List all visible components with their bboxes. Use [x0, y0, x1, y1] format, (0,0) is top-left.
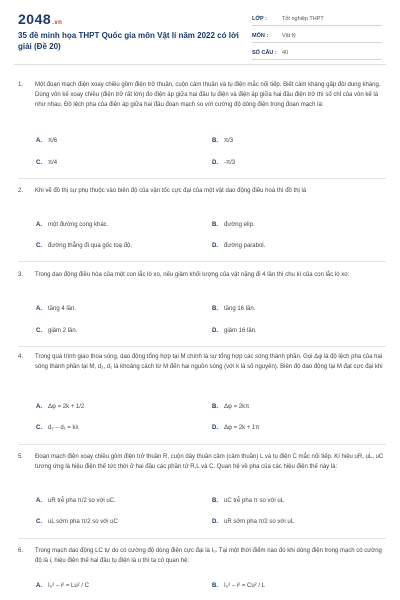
- meta-value: 40: [282, 50, 289, 56]
- question-divider: [18, 346, 386, 347]
- question-1: [18, 80, 386, 110]
- option-d[interactable]: [212, 243, 265, 249]
- option-d[interactable]: [212, 519, 294, 525]
- option-text: π/6: [48, 138, 58, 144]
- meta-key: LỚP :: [252, 16, 267, 22]
- option-a[interactable]: [36, 222, 108, 228]
- meta-row-count: [252, 48, 382, 60]
- option-label: B.: [212, 498, 218, 504]
- option-a[interactable]: [36, 306, 76, 312]
- option-text: d₂ – d₁ = kλ: [48, 425, 79, 431]
- option-text: đường parabol.: [224, 243, 266, 249]
- option-label: D.: [212, 519, 218, 525]
- option-text: -π/3: [224, 160, 236, 166]
- option-c[interactable]: [36, 519, 118, 525]
- question-text: Trong dao động điều hòa của một con lắc lò xo, nếu giảm khối lượng của vật nặng đi 4 lần thì chu kì của con lắc lò xo:: [35, 272, 350, 278]
- option-label: C.: [36, 243, 42, 249]
- option-label: A.: [36, 583, 42, 589]
- option-text: đường thẳng đi qua gốc toạ độ.: [48, 243, 133, 249]
- question-divider: [18, 444, 386, 445]
- question-number: 2.: [18, 188, 24, 194]
- meta-row-subject: [252, 31, 382, 43]
- option-label: D.: [212, 328, 218, 334]
- meta-value: Tốt nghiệp THPT: [282, 16, 324, 22]
- meta-key: SỐ CÂU :: [252, 50, 277, 56]
- option-b[interactable]: [212, 583, 265, 589]
- option-text: π/3: [224, 138, 234, 144]
- meta-key: MÔN :: [252, 33, 269, 39]
- meta-row-class: [252, 14, 382, 26]
- option-label: A.: [36, 138, 42, 144]
- meta-value: Vật lý: [282, 33, 296, 39]
- option-text: một đường cong khác.: [48, 222, 109, 228]
- option-text: giảm 2 lần.: [48, 328, 78, 334]
- option-b[interactable]: [212, 138, 233, 144]
- question-3: [18, 270, 386, 280]
- option-label: D.: [212, 243, 218, 249]
- option-c[interactable]: [36, 425, 79, 431]
- option-d[interactable]: [212, 328, 257, 334]
- option-b[interactable]: [212, 306, 255, 312]
- option-label: B.: [212, 222, 218, 228]
- option-label: D.: [212, 425, 218, 431]
- option-text: uR trễ pha π/2 so với uC.: [48, 498, 116, 504]
- option-label: A.: [36, 222, 42, 228]
- option-label: A.: [36, 498, 42, 504]
- option-text: giảm 16 lần.: [224, 328, 257, 334]
- question-6: [18, 546, 386, 566]
- option-text: đường elip.: [224, 222, 255, 228]
- question-divider: [18, 261, 386, 262]
- option-text: Δφ = 2k + 1π: [224, 425, 260, 431]
- option-a[interactable]: [36, 498, 116, 504]
- option-label: C.: [36, 328, 42, 334]
- option-text: I₀² – i² = Cu² / L: [224, 583, 266, 589]
- option-d[interactable]: [212, 160, 235, 166]
- option-a[interactable]: [36, 404, 84, 410]
- option-c[interactable]: [36, 243, 132, 249]
- option-label: D.: [212, 160, 218, 166]
- option-text: Δφ = 2kπ: [224, 404, 250, 410]
- question-text: Trong quá trình giao thoa sóng, dao động tổng hợp tại M chính là sự tổng hợp các sóng thành phần. Gọi Δφ là độ lệch pha của hai sóng thành phần tại M, d₂, d₁ là khoảng cách từ M đến hai nguồn sóng (với k là số nguyên). Biên độ dao động tại M đạt cực đại khi: [35, 354, 383, 370]
- logo-text: 2048: [18, 11, 52, 27]
- question-text: Trong mạch dao động LC tự do có cường độ dòng điện cực đại là I₀. Tại một thời điểm nào đó khi dòng điện trong mạch có cường độ là i, hiệu điện thế hai đầu tụ điện là u thì ta có quan hệ:: [35, 548, 382, 564]
- option-c[interactable]: [36, 328, 77, 334]
- option-b[interactable]: [212, 404, 249, 410]
- question-number: 3.: [18, 272, 24, 278]
- header-divider: [14, 64, 386, 65]
- question-text: Một đoạn mạch điện xoay chiều gồm điện trở thuần, cuộn cảm thuần và tụ điện mắc nối tiếp. Biết cảm kháng gấp đôi dung kháng. Dùng vôn kế xoay chiều (điện trở rất lớn) đo điện áp giữa hai đầu tụ điện và điện áp giữa hai đầu điện trở thì số chỉ của vôn kế là như nhau. Độ lệch pha của điện áp giữa hai đầu đoạn mạch so với cường độ dòng điện trong đoạn mạch là:: [35, 82, 381, 108]
- question-text: Khi vẽ đồ thị sự phụ thuộc vào biên độ của vận tốc cực đại của một vật dao động điều hoà thì đồ thị là: [35, 188, 307, 194]
- option-text: uL sớm pha π/2 so với uC: [48, 519, 118, 525]
- option-text: tăng 16 lần.: [224, 306, 256, 312]
- meta-panel: [252, 14, 382, 65]
- option-label: C.: [36, 519, 42, 525]
- site-logo[interactable]: [18, 11, 62, 27]
- option-text: π/4: [48, 160, 58, 166]
- option-a[interactable]: [36, 138, 57, 144]
- question-5: [18, 452, 386, 472]
- option-label: B.: [212, 583, 218, 589]
- question-text: Đoạn mạch điện xoay chiều gồm điện trở thuần R, cuộn dây thuần cảm (cảm thuần) L và tụ điện C mắc nối tiếp. Kí hiệu uR, uL, uC tương ứng là hiệu điện thế tức thời ở hai đầu các phần tử R,L và C. Quan hệ về pha của các hiệu điện thế này là:: [35, 454, 384, 470]
- option-label: A.: [36, 404, 42, 410]
- question-2: [18, 186, 386, 196]
- document-title: 35 đề minh họa THPT Quốc gia môn Vật lí năm 2022 có lời giải (Đề 20): [18, 31, 239, 51]
- option-label: B.: [212, 404, 218, 410]
- option-text: Δφ = 2k + 1/2: [48, 404, 85, 410]
- option-label: A.: [36, 306, 42, 312]
- option-b[interactable]: [212, 222, 255, 228]
- question-number: 6.: [18, 548, 24, 554]
- option-label: B.: [212, 138, 218, 144]
- option-b[interactable]: [212, 498, 284, 504]
- option-label: B.: [212, 306, 218, 312]
- question-4: [18, 352, 386, 372]
- option-label: C.: [36, 160, 42, 166]
- question-divider: [18, 538, 386, 539]
- option-c[interactable]: [36, 160, 57, 166]
- option-d[interactable]: [212, 425, 259, 431]
- option-text: tăng 4 lần.: [48, 306, 77, 312]
- question-number: 5.: [18, 454, 24, 460]
- question-number: 4.: [18, 354, 24, 360]
- option-text: I₀² – i² = Lu² / C: [48, 583, 90, 589]
- option-text: uC trễ pha π so với uL: [224, 498, 285, 504]
- option-label: C.: [36, 425, 42, 431]
- logo-suffix: .vn: [52, 20, 63, 26]
- option-text: uR sớm pha π/2 so với uL: [224, 519, 295, 525]
- question-divider: [18, 178, 386, 179]
- option-a[interactable]: [36, 583, 89, 589]
- question-number: 1.: [18, 82, 24, 88]
